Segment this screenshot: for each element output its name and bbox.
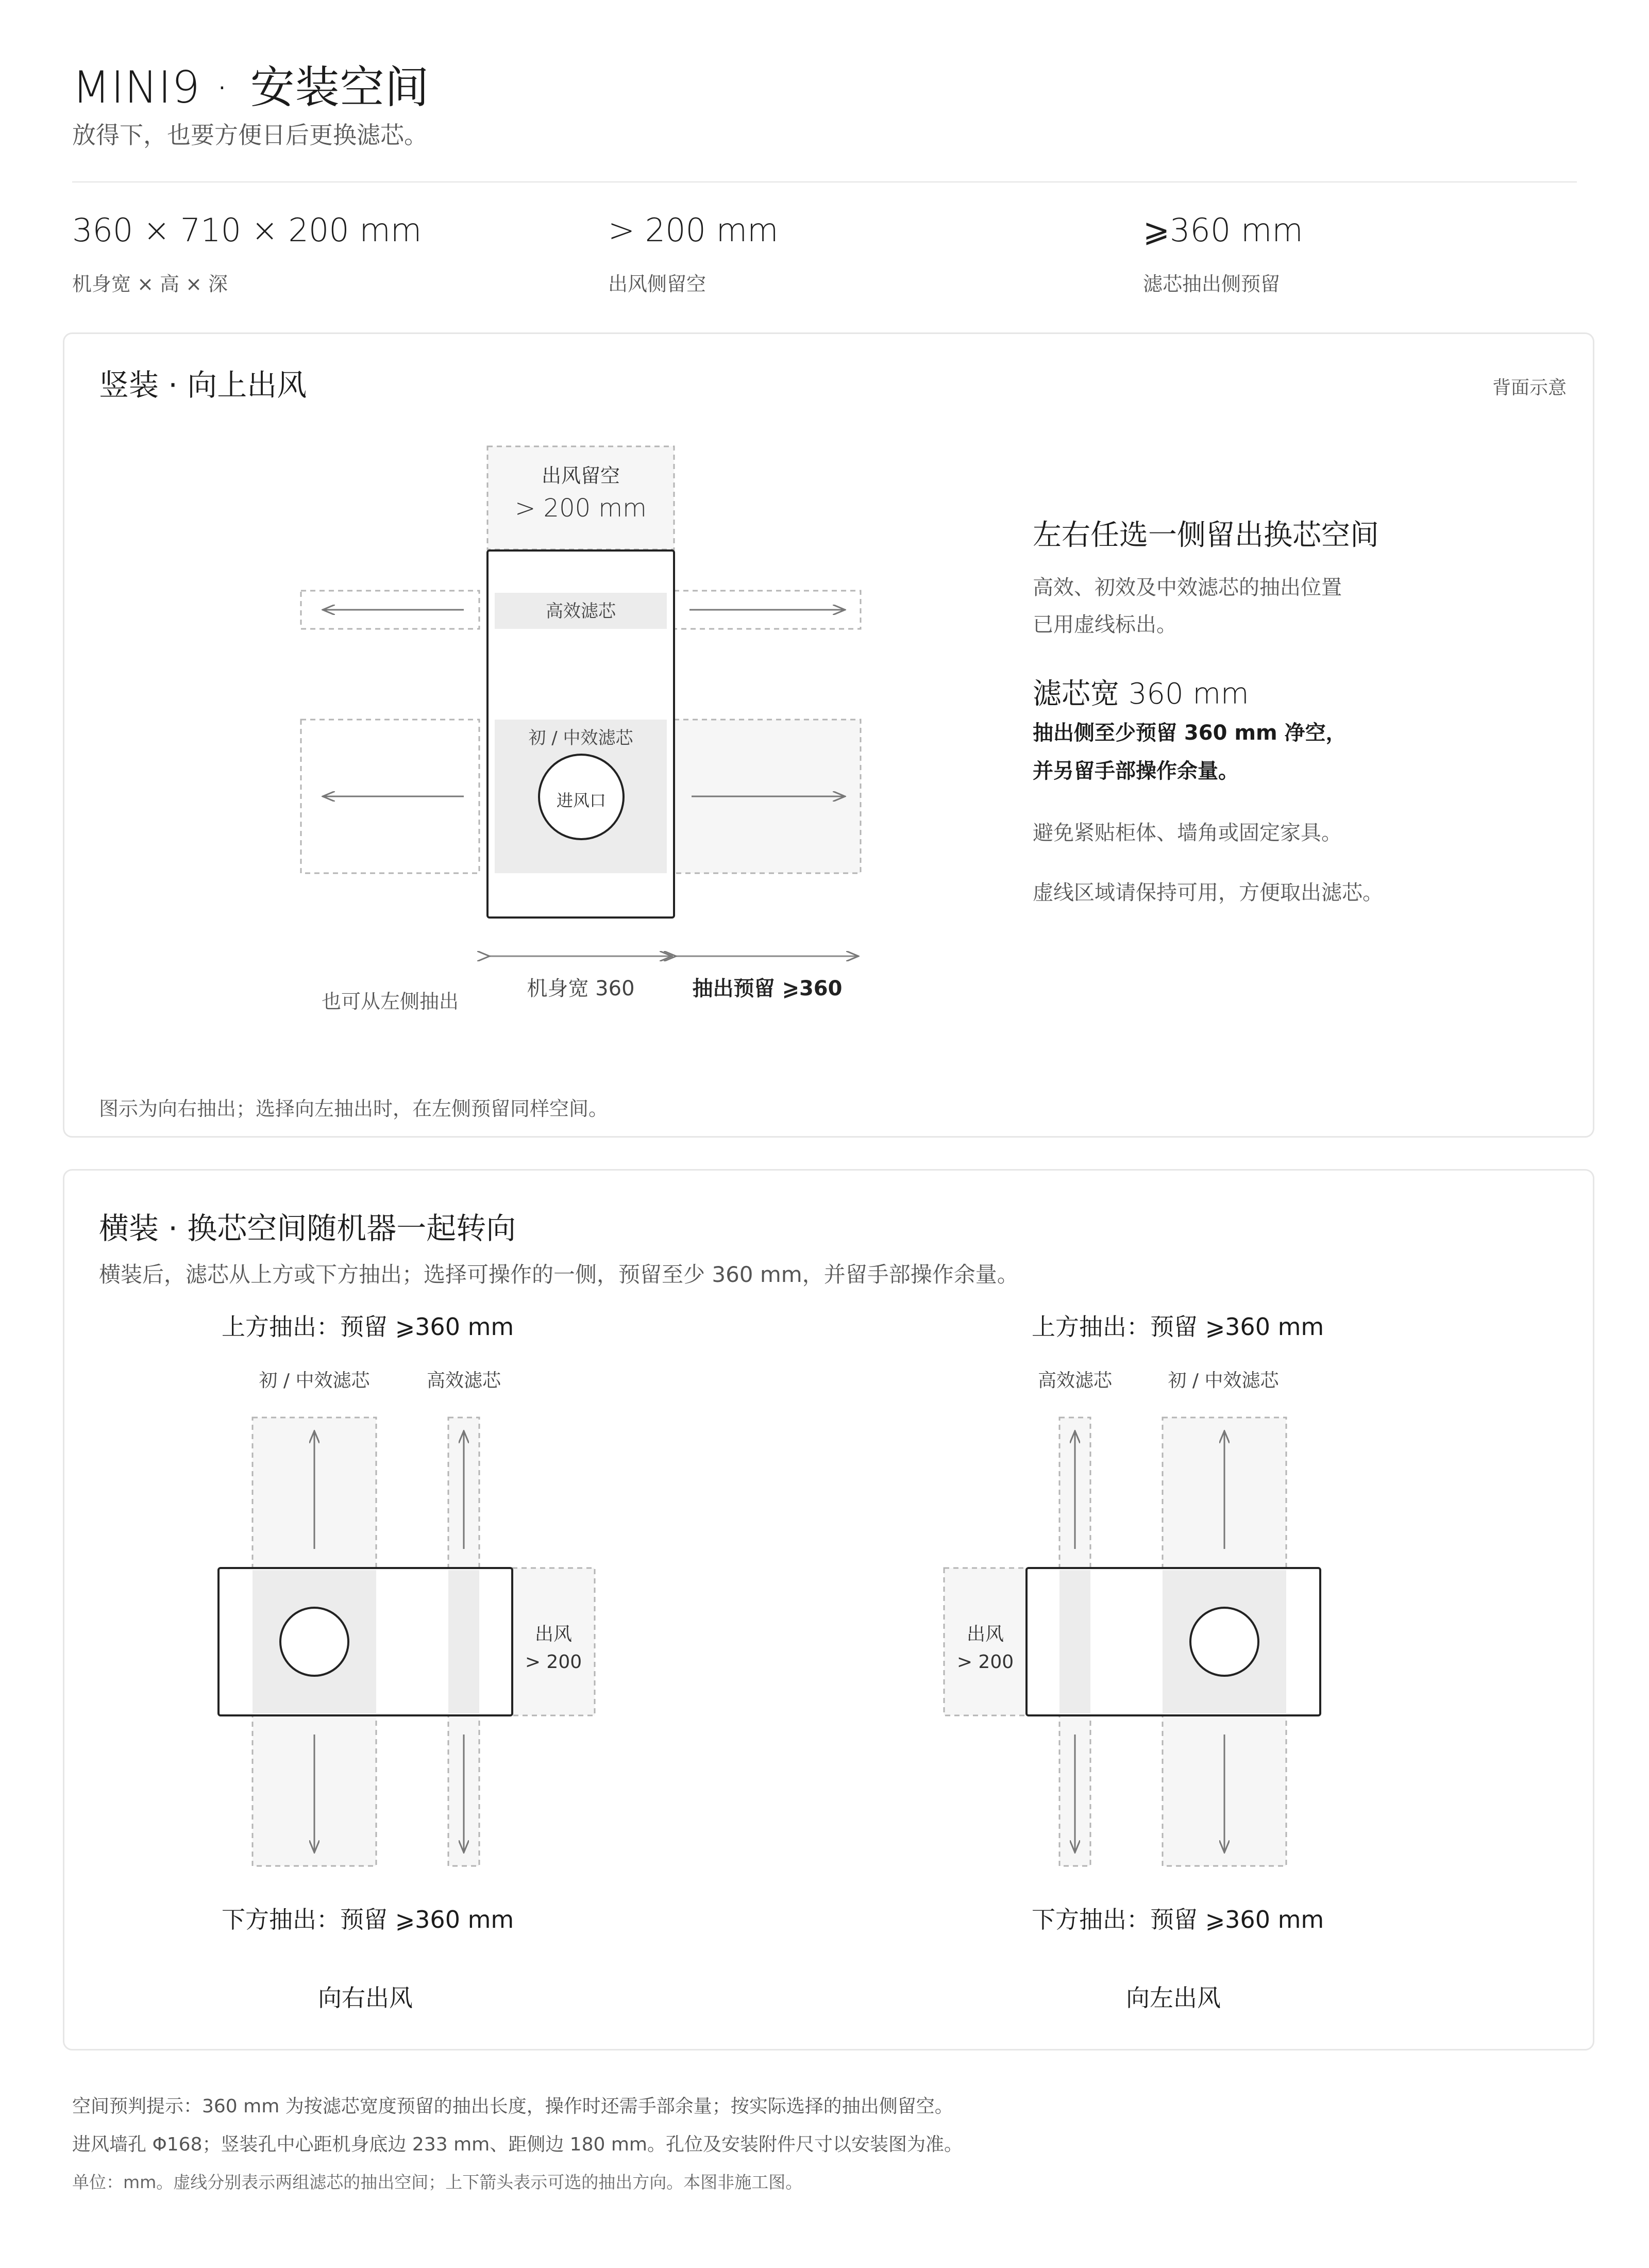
left-top-pull-label: 上方抽出：预留 ⩾360 mm — [1032, 1313, 1324, 1341]
right-pre-label: 初 / 中效滤芯 — [259, 1370, 370, 1391]
right-bottom-pull-label: 下方抽出：预留 ⩾360 mm — [222, 1906, 514, 1933]
info-bold-line2: 并另留手部操作余量。 — [1033, 759, 1239, 783]
horizontal-title: 横装 · 换芯空间随机器一起转向 — [99, 1211, 516, 1246]
info-subtitle: 滤芯宽 360 mm — [1033, 677, 1249, 711]
info-p2: 避免紧贴柜体、墙角或固定家具。 — [1033, 821, 1342, 845]
info-title: 左右任选一侧留出换芯空间 — [1033, 519, 1379, 552]
footer-line-1: 空间预判提示：360 mm 为按滤芯宽度预留的抽出长度，操作时还需手部余量；按实际选择的抽出侧留空。 — [72, 2096, 953, 2117]
title-main: 安装空间 — [250, 62, 430, 113]
l-inlet-circle — [1190, 1608, 1258, 1676]
left-pre-label: 初 / 中效滤芯 — [1168, 1370, 1279, 1391]
page-subtitle: 放得下，也要方便日后更换滤芯。 — [72, 121, 428, 149]
info-p1-line2: 已用虚线标出。 — [1033, 613, 1177, 637]
info-p1-line1: 高效、初效及中效滤芯的抽出位置 — [1033, 576, 1342, 599]
outlet-value: > 200 mm — [515, 494, 647, 523]
spec-outlet-label: 出风侧留空 — [608, 273, 706, 295]
left-pull-note: 也可从左侧抽出 — [321, 990, 459, 1013]
l-outlet-label: 出风 — [966, 1624, 1004, 1645]
left-hepa-label: 高效滤芯 — [1037, 1370, 1112, 1391]
footer-line-3: 单位：mm。虚线分别表示两组滤芯的抽出空间；上下箭头表示可选的抽出方向。本图非施工图。 — [72, 2172, 803, 2192]
vertical-title: 竖装 · 向上出风 — [99, 368, 307, 403]
right-top-pull-label: 上方抽出：预留 ⩾360 mm — [222, 1313, 514, 1341]
hepa-label: 高效滤芯 — [546, 601, 616, 622]
r-outlet-value: > 200 — [525, 1652, 582, 1673]
spec-pull-value: ⩾360 mm — [1143, 211, 1303, 249]
l-outlet-value: > 200 — [956, 1652, 1014, 1673]
caption-outlet-left: 向左出风 — [1126, 1984, 1221, 2012]
back-view-badge: 背面示意 — [1492, 377, 1567, 398]
dim-body-label: 机身宽 360 — [527, 977, 635, 1000]
r-hepa-slot — [448, 1570, 479, 1713]
inlet-label: 进风口 — [556, 791, 606, 810]
spec-size-value: 360 × 710 × 200 mm — [72, 211, 422, 249]
outlet-label: 出风留空 — [541, 464, 620, 487]
pre-filter-label: 初 / 中效滤芯 — [528, 728, 633, 748]
info-bold-line1: 抽出侧至少预留 360 mm 净空， — [1033, 721, 1347, 745]
vertical-note: 图示为向右抽出；选择向左抽出时，在左侧预留同样空间。 — [99, 1097, 609, 1120]
horizontal-diagrams — [0, 1392, 1649, 1907]
spec-pull-label: 滤芯抽出侧预留 — [1143, 273, 1281, 295]
r-outlet-label: 出风 — [534, 1624, 572, 1645]
horizontal-desc: 横装后，滤芯从上方或下方抽出；选择可操作的一侧，预留至少 360 mm，并留手部操作余量。 — [99, 1262, 1019, 1287]
right-hepa-label: 高效滤芯 — [426, 1370, 501, 1391]
title-model: MINI9 · — [72, 62, 230, 113]
left-bottom-pull-label: 下方抽出：预留 ⩾360 mm — [1032, 1906, 1324, 1933]
info-p3: 虚线区域请保持可用，方便取出滤芯。 — [1033, 881, 1383, 905]
r-inlet-circle — [280, 1608, 348, 1676]
l-hepa-slot — [1059, 1570, 1090, 1713]
caption-outlet-right: 向右出风 — [318, 1984, 413, 2012]
dim-pull-label: 抽出预留 ⩾360 — [692, 977, 843, 1000]
spec-size-label: 机身宽 × 高 × 深 — [72, 273, 228, 295]
spec-outlet-value: > 200 mm — [608, 211, 779, 249]
footer-line-2: 进风墙孔 Φ168；竖装孔中心距机身底边 233 mm、距侧边 180 mm。孔位及安装附件尺寸以安装图为准。 — [72, 2134, 963, 2155]
